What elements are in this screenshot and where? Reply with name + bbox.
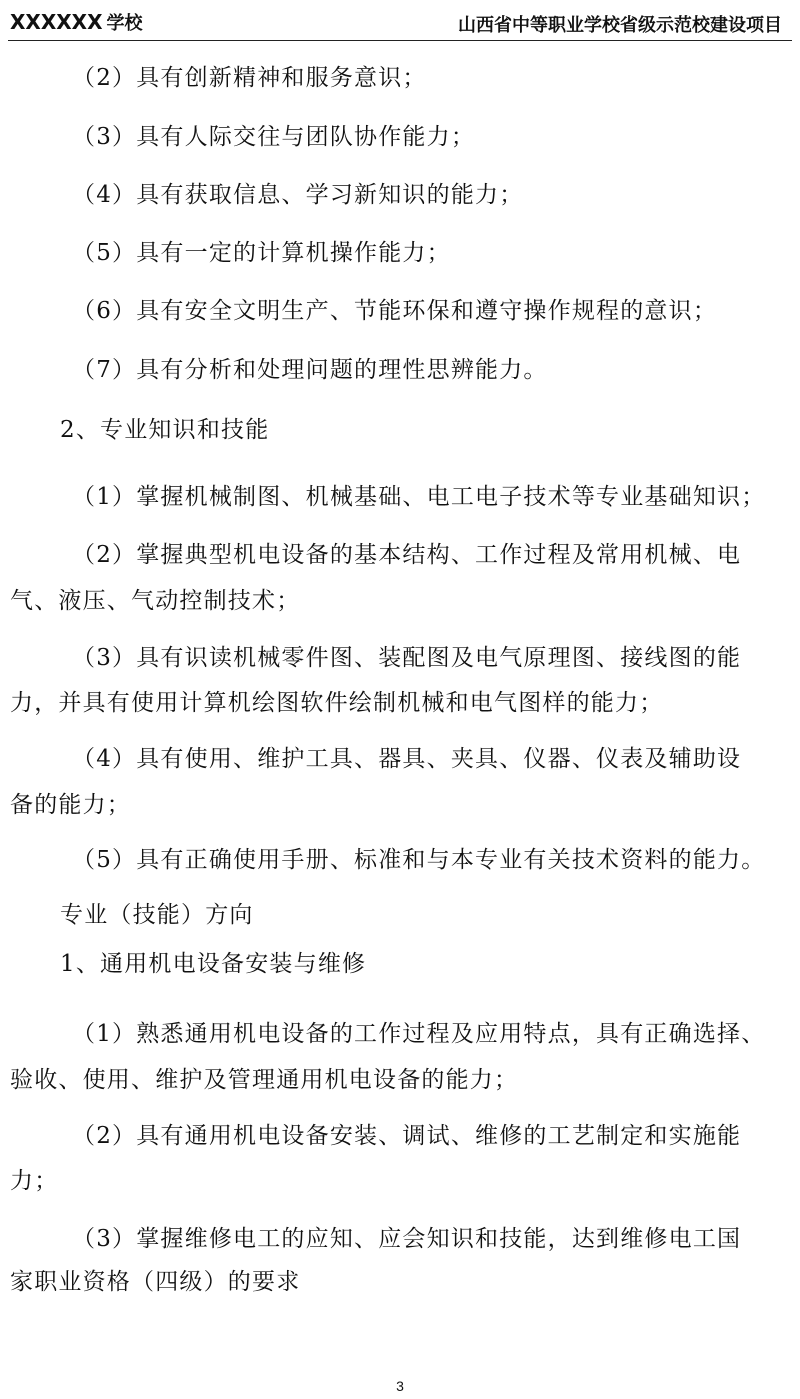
project-title: 山西省中等职业学校省级示范校建设项目 (458, 15, 782, 36)
page-header (8, 0, 792, 41)
text-line: （2）掌握典型机电设备的基本结构、工作过程及常用机械、电 (72, 542, 742, 568)
school-code: XXXXXX (10, 10, 103, 34)
school-name (10, 9, 143, 35)
section-heading: 专业（技能）方向 (60, 902, 254, 928)
text-line: 验收、使用、维护及管理通用机电设备的能力； (10, 1067, 519, 1093)
text-line: （6）具有安全文明生产、节能环保和遵守操作规程的意识； (72, 298, 718, 324)
section-heading: 1、通用机电设备安装与维修 (60, 951, 367, 977)
text-line: （1）熟悉通用机电设备的工作过程及应用特点，具有正确选择、 (72, 1021, 766, 1047)
text-line: （4）具有获取信息、学习新知识的能力； (72, 182, 524, 208)
text-line: 气、液压、气动控制技术； (10, 588, 301, 614)
text-line: （3）掌握维修电工的应知、应会知识和技能，达到维修电工国 (72, 1226, 742, 1252)
text-line: 家职业资格（四级）的要求 (10, 1269, 301, 1295)
text-line: （7）具有分析和处理问题的理性思辨能力。 (72, 357, 548, 383)
text-line: （5）具有一定的计算机操作能力； (72, 240, 451, 266)
text-line: （3）具有人际交往与团队协作能力； (72, 124, 476, 150)
text-line: 力，并具有使用计算机绘图软件绘制机械和电气图样的能力； (10, 690, 664, 716)
text-line: （3）具有识读机械零件图、装配图及电气原理图、接线图的能 (72, 645, 742, 671)
school-suffix: 学校 (106, 13, 143, 34)
text-line: （4）具有使用、维护工具、器具、夹具、仪器、仪表及辅助设 (72, 746, 742, 772)
text-line: （2）具有通用机电设备安装、调试、维修的工艺制定和实施能 (72, 1123, 742, 1149)
text-line: 备的能力； (10, 792, 131, 818)
text-line: （2）具有创新精神和服务意识； (72, 65, 427, 91)
text-line: （1）掌握机械制图、机械基础、电工电子技术等专业基础知识； (72, 484, 766, 510)
page-number: 3 (396, 1378, 404, 1394)
text-line: 力； (10, 1168, 59, 1194)
section-heading: 2、专业知识和技能 (60, 417, 270, 443)
text-line: （5）具有正确使用手册、标准和与本专业有关技术资料的能力。 (72, 847, 766, 873)
